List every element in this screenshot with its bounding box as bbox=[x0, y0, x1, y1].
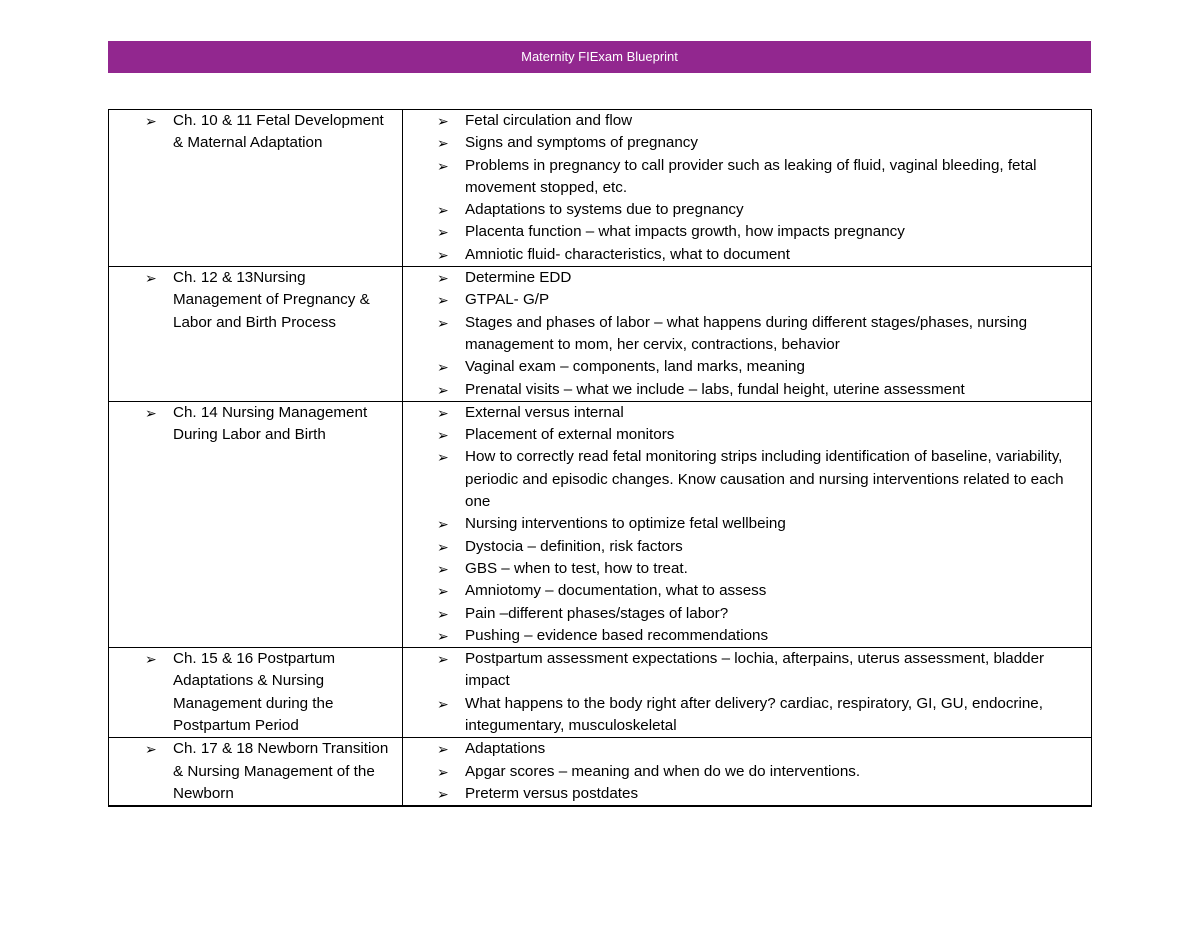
topic-item bbox=[403, 132, 1091, 154]
arrow-bullet-icon: ➢ bbox=[437, 785, 449, 802]
chapter-item bbox=[109, 648, 402, 737]
topics-cell bbox=[403, 110, 1092, 267]
arrow-bullet-icon: ➢ bbox=[437, 246, 449, 263]
topic-item bbox=[403, 580, 1091, 602]
topics-list bbox=[403, 738, 1091, 805]
topics-cell bbox=[403, 401, 1092, 647]
exam-blueprint-table-body bbox=[109, 110, 1092, 807]
topic-item bbox=[403, 155, 1091, 200]
topic-item bbox=[403, 648, 1091, 693]
chapter-title: Ch. 12 & 13Nursing Management of Pregnancy & Labor and Birth Process bbox=[173, 269, 370, 331]
chapter-item bbox=[109, 402, 402, 447]
arrow-bullet-icon: ➢ bbox=[437, 202, 449, 219]
topic-item bbox=[403, 244, 1091, 266]
topic-item bbox=[403, 110, 1091, 132]
arrow-bullet-icon: ➢ bbox=[437, 314, 449, 331]
topic-text: Amniotomy – documentation, what to assess bbox=[465, 582, 767, 600]
arrow-bullet-icon: ➢ bbox=[437, 359, 449, 376]
chapter-item bbox=[109, 267, 402, 334]
topic-item bbox=[403, 558, 1091, 580]
topic-item bbox=[403, 603, 1091, 625]
topic-text: External versus internal bbox=[465, 403, 624, 421]
topic-text: Signs and symptoms of pregnancy bbox=[465, 134, 698, 152]
topic-item bbox=[403, 312, 1091, 357]
arrow-bullet-icon: ➢ bbox=[437, 224, 449, 241]
chapter-item bbox=[109, 110, 402, 155]
arrow-bullet-icon: ➢ bbox=[437, 449, 449, 466]
topic-text: Adaptations to systems due to pregnancy bbox=[465, 201, 744, 219]
arrow-bullet-icon: ➢ bbox=[437, 651, 449, 668]
topics-cell bbox=[403, 648, 1092, 738]
topic-item bbox=[403, 693, 1091, 738]
topic-item bbox=[403, 379, 1091, 401]
arrow-bullet-icon: ➢ bbox=[437, 157, 449, 174]
arrow-bullet-icon: ➢ bbox=[437, 560, 449, 577]
chapter-title: Ch. 17 & 18 Newborn Transition & Nursing Management of the Newborn bbox=[173, 740, 389, 802]
table-row bbox=[109, 267, 1092, 402]
topic-text: Nursing interventions to optimize fetal wellbeing bbox=[465, 515, 786, 533]
topic-item bbox=[403, 761, 1091, 783]
topic-text: Vaginal exam – components, land marks, meaning bbox=[465, 358, 805, 376]
topic-text: GTPAL- G/P bbox=[465, 291, 550, 309]
topics-cell bbox=[403, 738, 1092, 806]
topic-text: Stages and phases of labor – what happens during different stages/phases, nursing management to mom, her cervix, contractions, behavior bbox=[465, 313, 1028, 353]
chapter-list bbox=[109, 110, 402, 155]
arrow-bullet-icon: ➢ bbox=[437, 292, 449, 309]
arrow-bullet-icon: ➢ bbox=[437, 381, 449, 398]
topic-text: Fetal circulation and flow bbox=[465, 112, 633, 129]
chapter-list bbox=[109, 402, 402, 447]
arrow-bullet-icon: ➢ bbox=[145, 741, 157, 758]
arrow-bullet-icon: ➢ bbox=[145, 113, 157, 129]
topic-text: Adaptations bbox=[465, 740, 546, 758]
topic-text: What happens to the body right after delivery? cardiac, respiratory, GI, GU, endocrine, integumentary, musculoskeletal bbox=[465, 694, 1043, 735]
arrow-bullet-icon: ➢ bbox=[437, 135, 449, 152]
topics-list bbox=[403, 110, 1091, 266]
chapter-title: Ch. 15 & 16 Postpartum Adaptations & Nursing Management during the Postpartum Period bbox=[173, 650, 336, 735]
topic-item bbox=[403, 783, 1091, 805]
chapter-list bbox=[109, 738, 402, 805]
arrow-bullet-icon: ➢ bbox=[437, 404, 449, 421]
topics-list bbox=[403, 267, 1091, 401]
topic-text: GBS – when to test, how to treat. bbox=[465, 559, 688, 577]
arrow-bullet-icon: ➢ bbox=[437, 270, 449, 287]
topic-text: Problems in pregnancy to call provider such as leaking of fluid, vaginal bleeding, fetal movement stopped, etc. bbox=[465, 156, 1037, 196]
arrow-bullet-icon: ➢ bbox=[145, 270, 157, 287]
topic-text: Placenta function – what impacts growth, how impacts pregnancy bbox=[465, 223, 905, 241]
chapter-list bbox=[109, 648, 402, 737]
table-row bbox=[109, 110, 1092, 267]
arrow-bullet-icon: ➢ bbox=[437, 113, 449, 129]
topic-text: Preterm versus postdates bbox=[465, 784, 639, 802]
topic-item bbox=[403, 402, 1091, 424]
topic-item bbox=[403, 536, 1091, 558]
document-title: Maternity FIExam Blueprint bbox=[521, 49, 678, 64]
arrow-bullet-icon: ➢ bbox=[145, 404, 157, 421]
topic-text: Placement of external monitors bbox=[465, 426, 675, 444]
arrow-bullet-icon: ➢ bbox=[145, 651, 157, 668]
arrow-bullet-icon: ➢ bbox=[437, 695, 449, 712]
arrow-bullet-icon: ➢ bbox=[437, 427, 449, 444]
topic-text: How to correctly read fetal monitoring strips including identification of baseline, variability, periodic and episodic changes. Know causation and nursing interventions related to each one bbox=[465, 448, 1064, 511]
topic-text: Amniotic fluid- characteristics, what to document bbox=[465, 245, 790, 263]
chapter-item bbox=[109, 738, 402, 805]
chapter-cell bbox=[109, 267, 403, 402]
arrow-bullet-icon: ➢ bbox=[437, 538, 449, 555]
arrow-bullet-icon: ➢ bbox=[437, 763, 449, 780]
topic-item bbox=[403, 424, 1091, 446]
topic-item bbox=[403, 267, 1091, 289]
arrow-bullet-icon: ➢ bbox=[437, 516, 449, 533]
topic-text: Dystocia – definition, risk factors bbox=[465, 537, 683, 555]
chapter-list bbox=[109, 267, 402, 334]
table-row bbox=[109, 648, 1092, 738]
arrow-bullet-icon: ➢ bbox=[437, 741, 449, 758]
chapter-cell bbox=[109, 401, 403, 647]
chapter-cell bbox=[109, 648, 403, 738]
arrow-bullet-icon: ➢ bbox=[437, 627, 449, 644]
topic-item bbox=[403, 199, 1091, 221]
topic-item bbox=[403, 513, 1091, 535]
topic-item bbox=[403, 221, 1091, 243]
topic-item bbox=[403, 356, 1091, 378]
topics-list bbox=[403, 648, 1091, 737]
topic-text: Determine EDD bbox=[465, 269, 572, 287]
topic-text: Pushing – evidence based recommendations bbox=[465, 626, 769, 644]
topic-text: Postpartum assessment expectations – lochia, afterpains, uterus assessment, bladder impact bbox=[465, 650, 1045, 690]
chapter-title: Ch. 14 Nursing Management During Labor and Birth bbox=[173, 403, 368, 444]
arrow-bullet-icon: ➢ bbox=[437, 605, 449, 622]
topic-text: Prenatal visits – what we include – labs, fundal height, uterine assessment bbox=[465, 380, 965, 398]
document-header-bar bbox=[108, 41, 1091, 73]
exam-blueprint-table bbox=[108, 109, 1092, 807]
topic-text: Apgar scores – meaning and when do we do interventions. bbox=[465, 762, 861, 780]
arrow-bullet-icon: ➢ bbox=[437, 583, 449, 600]
topic-item bbox=[403, 738, 1091, 760]
chapter-cell bbox=[109, 110, 403, 267]
topic-item bbox=[403, 446, 1091, 513]
chapter-title: Ch. 10 & 11 Fetal Development & Maternal Adaptation bbox=[173, 112, 384, 152]
table-row bbox=[109, 738, 1092, 806]
topics-list bbox=[403, 402, 1091, 647]
topics-cell bbox=[403, 267, 1092, 402]
topic-text: Pain –different phases/stages of labor? bbox=[465, 604, 729, 622]
topic-item bbox=[403, 625, 1091, 647]
topic-item bbox=[403, 289, 1091, 311]
chapter-cell bbox=[109, 738, 403, 806]
table-row bbox=[109, 401, 1092, 647]
